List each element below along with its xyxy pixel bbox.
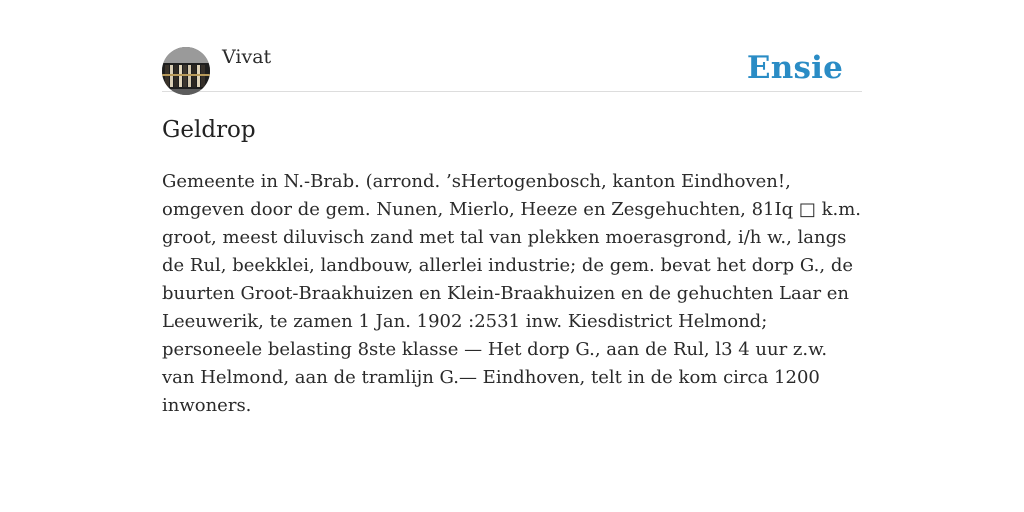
page (162, 0, 862, 416)
source-name[interactable]: Vivat (222, 46, 272, 68)
article-title: Geldrop (162, 117, 256, 143)
article-body: Gemeente in N.-Brab. (arrond. ’sHertogenbosch, kanton Eindhoven!, omgeven door de gem. Nunen, Mierlo, Heeze en Zesgehuchten, 81Iq □ k.m. groot, meest diluvisch zand met tal van plekken moerasgrond, i/h w., langs de Rul, beekklei, landbouw, allerlei industrie; de gem. bevat het dorp G., de buurten Groot-Braakhuizen en Klein-Braakhuizen en de gehuchten Laar en Leeuwerik, te zamen 1 Jan. 1902 :2531 inw. Kiesdistrict Helmond; personeele belasting 8ste klasse — Het dorp G., aan de Rul, l3 4 uur z.w. van Helmond, aan de tramlijn G.— Eindhoven, telt in de kom circa 1200 inwoners. (162, 171, 862, 416)
brand-logo[interactable]: Ensie (746, 50, 843, 86)
book-spines-icon (162, 47, 210, 95)
header (162, 0, 862, 92)
source-avatar[interactable] (162, 47, 210, 95)
